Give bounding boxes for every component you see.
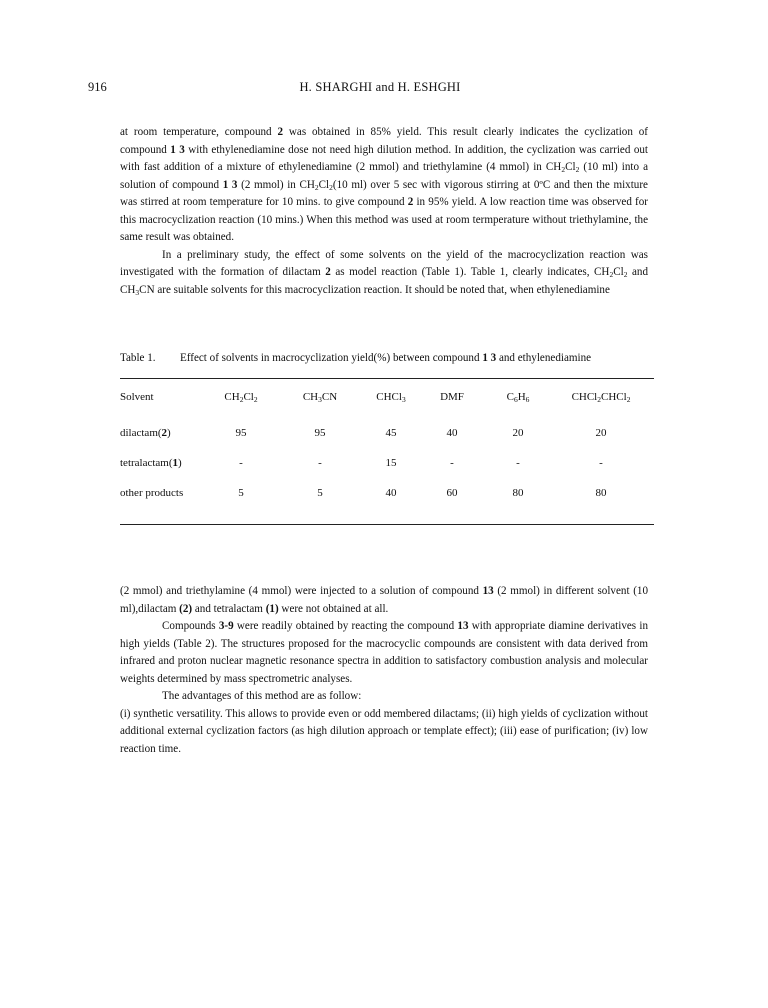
page-number: 916 [88,80,107,94]
table-cell: 60 [446,487,458,499]
table-cell: 80 [512,487,524,499]
body-text-top [120,124,648,299]
table-cell: 95 [314,427,326,439]
paragraph: at room temperature, compound 2 was obtained in 85% yield. This result clearly indicates the cyclization of compound 1 3 with ethylenediamine dose not need high dilution method. In addition, the cyclization was carried out with fast addition of a mixture of ethylenediamine (2 mmol) and triethylamine (4 mmol) in $CH_2Cl_2$ (10 ml) into a solution of compound 1 3 (2 mmol) in $CH_2Cl_2(10$ ml) over 5 sec with vigorous stirring at 0ºC and then the mixture was stirred at room temperature for 10 mins. to give compound 2 in 95% yield. A low reaction time was observed for this macrocyclization reaction (10 mins.) When this method was used at room termperature without triethylamine, the same result was obtained. [120,126,649,243]
paragraph: The advantages of this method are as follow: [162,690,362,702]
table-cell: - [318,457,322,469]
row-label: tetralactam(1) [120,457,182,469]
table-cell: 20 [595,427,607,439]
paragraph: (i) synthetic versatility. This allows to provide even or odd membered dilactams; (ii) high yields of cyclization without additional external cyclization factors (as high dilution approach or template effect); (iii) ease of purification; (iv) low reaction time. [120,707,648,755]
row-label: dilactam(2) [120,427,171,439]
paragraph: (2 mmol) and triethylamine (4 mmol) were injected to a solution of compound 13 (2 mmol) in different solvent (10 ml),dilactam (2) and tetralactam (1) were not obtained at all. [120,585,648,615]
table-row [120,418,654,448]
table-cell: 5 [317,487,323,499]
table-header-row [120,384,654,410]
table-caption: Table 1. Effect of solvents in macrocyclization yield(%) between compound 1 3 and ethylenediamine [120,352,592,364]
column-header-solvent: Solvent [120,391,154,403]
page-header [88,80,672,96]
solvent-effect-table [120,384,654,508]
running-head-authors: H. SHARGHI and H. ESHGHI [299,80,461,94]
paragraph: Compounds 3-9 were readily obtained by reacting the compound 13 with appropriate diamine derivatives in high yields (Table 2). The structures proposed for the macrocyclic compounds are consistent with data derived from infrared and proton nuclear magnetic resonance spectra in addition to satisfactory combustion analysis and molecular weights determined by mass spectrometric analyses. [120,620,648,685]
table-cell: 15 [385,457,397,469]
table-bottom-rule [120,524,654,525]
body-text-bottom [120,583,648,758]
table-cell: - [516,457,520,469]
paragraph: In a preliminary study, the effect of some solvents on the yield of the macrocyclization reaction was investigated with the formation of dilactam 2 as model reaction (Table 1). Table 1, clearly indicates, $CH_2Cl_2$ and $CH_3CN$ are suitable solvents for this macrocyclization reaction. It should be noted that, when ethylenediamine [120,248,648,297]
column-header: $C_6H_6$ [506,391,530,404]
row-label: other products [120,487,184,499]
table-cell: - [450,457,454,469]
table-cell: 40 [446,427,458,439]
table-cell: 40 [385,487,397,499]
table-top-rule [120,378,654,379]
table-cell: 80 [595,487,607,499]
table-cell: 20 [512,427,524,439]
column-header: CHCl$_2$CHCl$_2$ [571,391,631,404]
table-row [120,448,654,478]
table-cell: - [239,457,243,469]
table-cell: 5 [238,487,244,499]
table-row [120,478,654,508]
table-cell: - [599,457,603,469]
column-header: $CH_2Cl_2$ [224,391,258,404]
column-header: CHCl$_3$ [376,391,406,404]
table-cell: 45 [385,427,397,439]
column-header: DMF [440,391,464,403]
column-header: $CH_3CN$ [302,391,338,404]
table-cell: 95 [235,427,247,439]
